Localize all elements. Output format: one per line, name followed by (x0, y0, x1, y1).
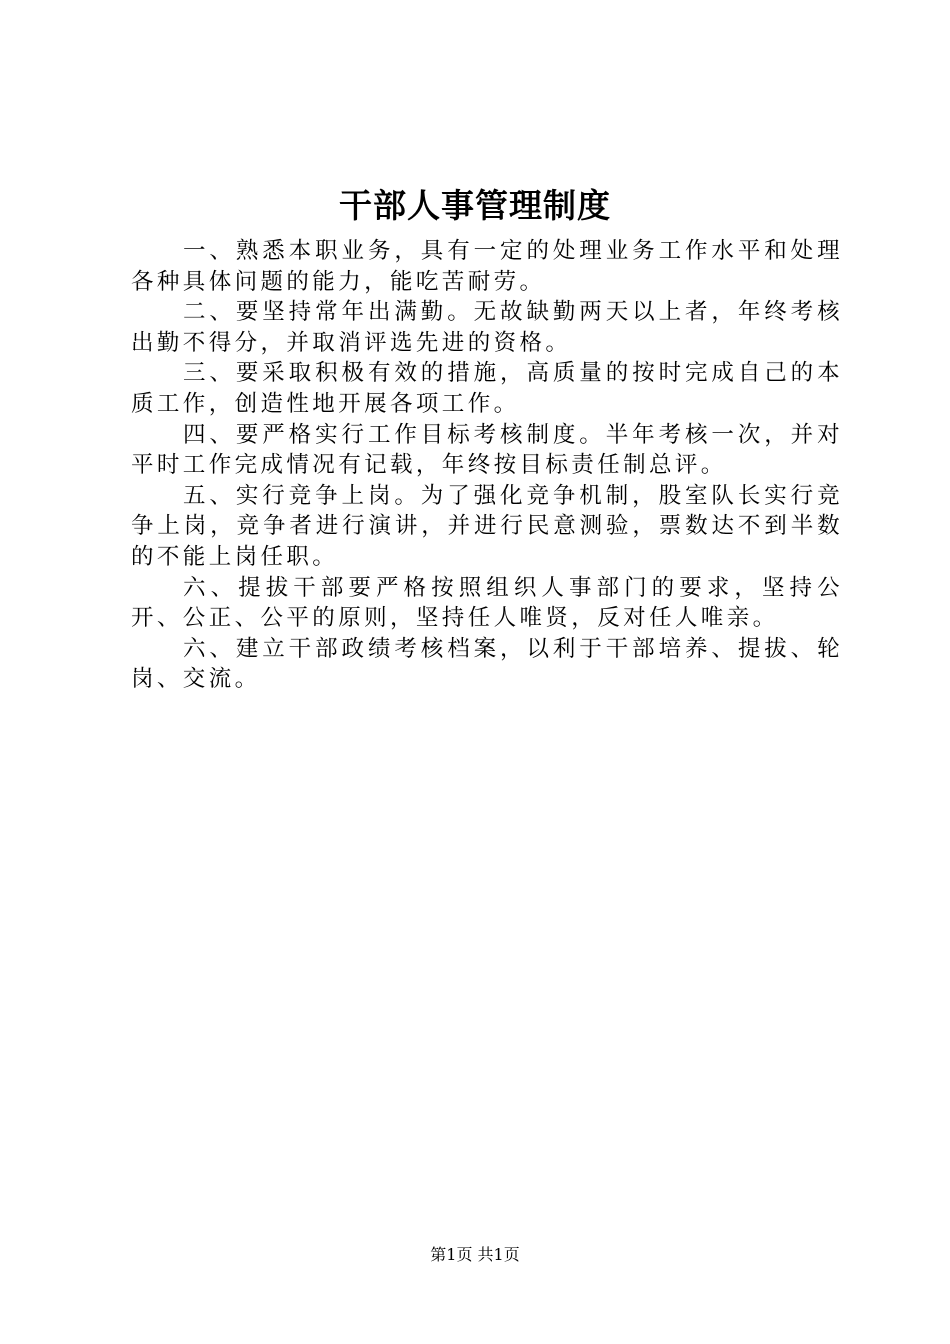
paragraph-3: 三、要采取积极有效的措施，高质量的按时完成自己的本质工作，创造性地开展各项工作。 (131, 360, 843, 417)
paragraph-5: 五、实行竞争上岗。为了强化竞争机制，股室队长实行竞争上岗，竞争者进行演讲，并进行民意测验，票数达不到半数的不能上岗任职。 (131, 482, 843, 570)
paragraph-7: 六、建立干部政绩考核档案，以利于干部培养、提拔、轮岗、交流。 (131, 635, 843, 693)
page-footer: 第1页 共1页 (430, 1245, 520, 1264)
document-body (131, 236, 843, 695)
paragraph-4: 四、要严格实行工作目标考核制度。半年考核一次，并对平时工作完成情况有记载，年终按目标责任制总评。 (131, 421, 843, 479)
paragraph-6: 六、提拔干部要严格按照组织人事部门的要求，坚持公开、公正、公平的原则，坚持任人唯贤，反对任人唯亲。 (131, 574, 843, 632)
paragraph-2: 二、要坚持常年出满勤。无故缺勤两天以上者，年终考核出勤不得分，并取消评选先进的资格。 (131, 299, 843, 356)
paragraph-1: 一、熟悉本职业务，具有一定的处理业务工作水平和处理各种具体问题的能力，能吃苦耐劳。 (131, 238, 843, 295)
document-title: 干部人事管理制度 (339, 186, 611, 225)
